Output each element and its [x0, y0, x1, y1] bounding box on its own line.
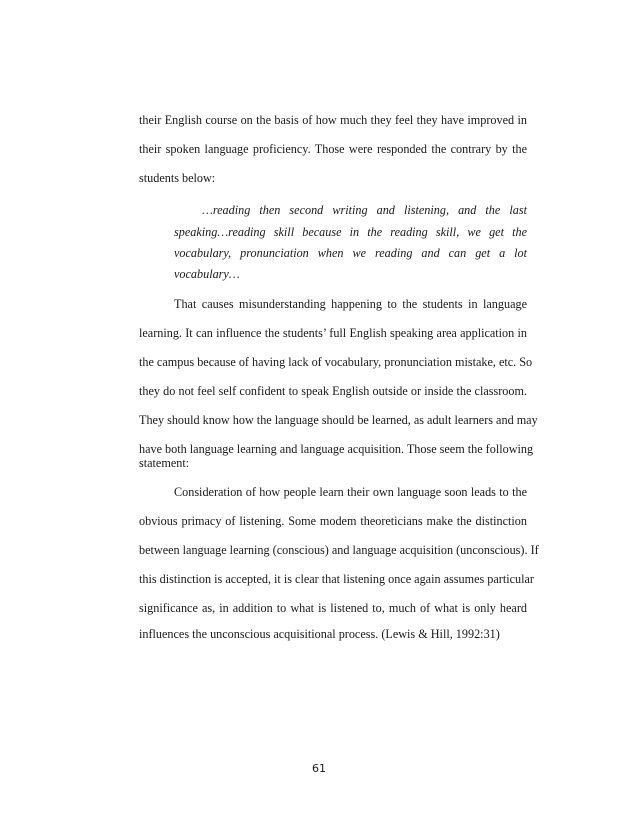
body-text-line: learning. It can influence the students’ full English speaking area application in — [139, 326, 527, 340]
page-number: 61 — [312, 762, 326, 775]
body-text-line: the campus because of having lack of vocabulary, pronunciation mistake, etc. So — [139, 355, 533, 369]
body-text-line: That causes misunderstanding happening to the students in language — [174, 297, 527, 311]
body-text-line: Consideration of how people learn their own language soon leads to the — [174, 485, 527, 499]
body-text-line: their spoken language proficiency. Those were responded the contrary by the — [139, 142, 527, 156]
quote-line: vocabulary… — [174, 267, 240, 281]
body-text-line: they do not feel self confident to speak English outside or inside the classroom. — [139, 384, 527, 398]
body-text-line: They should know how the language should be learned, as adult learners and may — [139, 413, 538, 427]
body-text-line: students below: — [139, 171, 216, 185]
body-text-line: their English course on the basis of how much they feel they have improved in — [139, 113, 527, 127]
body-text-line: influences the unconscious acquisitional process. (Lewis & Hill, 1992:31) — [139, 627, 500, 641]
quote-line: speaking…reading skill because in the reading skill, we get the — [174, 225, 527, 239]
quote-line: …reading then second writing and listening, and the last — [202, 203, 527, 217]
body-text-line: obvious primacy of listening. Some modem theoreticians make the distinction — [139, 514, 527, 528]
body-text-line: statement: — [139, 456, 190, 470]
body-text-line: this distinction is accepted, it is clear that listening once again assumes particular — [139, 572, 534, 586]
body-text-line: between language learning (conscious) and language acquisition (unconscious). If — [139, 543, 539, 557]
body-text-line: significance as, in addition to what is listened to, much of what is only heard — [139, 601, 527, 615]
body-text-line: have both language learning and language acquisition. Those seem the following — [139, 442, 534, 456]
quote-line: vocabulary, pronunciation when we reading and can get a lot — [174, 246, 527, 260]
